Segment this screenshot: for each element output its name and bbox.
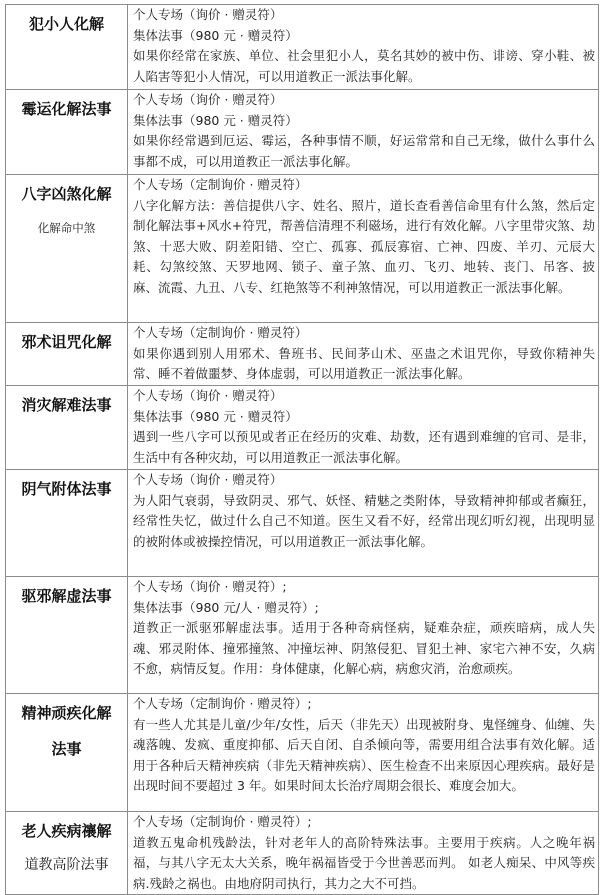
service-description: 如果你遇到别人用邪术、鲁班书、民间茅山术、巫蛊之术诅咒你，导致你精神失常、睡不着做噩梦、身体虚弱，可以用道教正一派法事化解。 [133,345,595,382]
service-name-cell [6,577,128,694]
service-detail-cell [128,90,599,175]
pricing-line: 集体法事（980 元 · 赠灵符） [133,112,298,128]
service-description: 道教正一派驱邪解虚法事。适用于各种奇病怪病，疑难杂症，顽疾暗病，成人失魂、邪灵附体、撞邪撞煞、冲撞坛神、阴煞侵犯、冒犯土神、家宅六神不安，久病不愈，病情反复。作用：身体健康，化解心病，病愈灾消，治愈顽疾。 [133,620,595,677]
table-row [6,323,599,386]
service-name-cell [6,90,128,175]
service-detail-cell [128,812,599,895]
service-detail-cell [128,386,599,470]
table-row [6,694,599,812]
service-title: 老人疾病禳解 [21,822,112,840]
service-name-cell [6,694,128,812]
service-description: 道教五鬼命机残龄法，针对老年人的高阶特殊法事。主要用于疾病。人之晚年祸福，与其八字无太大关系，晚年祸福皆受于今世善恶而判。 如老人痴呆、中风等疾病.残龄之祸也。由地府阴司执行，其力之大不可挡。 [133,834,595,891]
service-detail-cell [128,694,599,812]
service-title: 消灾解难法事 [21,396,112,414]
service-title: 邪术诅咒化解 [21,333,112,351]
pricing-line: 个人专场（定制询价 · 赠灵符）; [133,696,312,711]
service-name-cell [6,323,128,386]
service-description: 有一些人尤其是儿童/少年/女性，后天（非先天）出现被附身、鬼怪缠身、仙缠、失魂落魄、发疯、重度抑郁、后天自闭、自杀倾向等，需要用组合法事有效化解。适用于各种后天精神疾病（非先天精神疾病）、医生检查不出来原因心理疾病。最好是出现时间不要超过 3 年。如果时间太长治疗周期会很长、难度会加大。 [133,716,595,794]
service-name-cell [6,470,128,577]
service-subtitle: 道教高阶法事 [24,857,109,873]
service-description: 如果你经常遇到厄运、霉运，各种事情不顺，好运常常和自己无缘，做什么事什么事都不成，可以用道教正一派法事化解。 [133,133,595,169]
service-table [5,4,599,895]
table-row [6,175,599,323]
pricing-line: 个人专场（定制询价 · 赠灵符） [133,325,308,340]
service-name-cell [6,5,128,90]
service-name-cell [6,386,128,470]
table-row [6,812,599,895]
service-title: 驱邪解虚法事 [21,587,112,605]
service-description: 如果你经常在家族、单位、社会里犯小人，莫名其妙的被中伤、诽谤、穿小鞋、被人陷害等犯小人情况，可以用道教正一派法事化解。 [133,48,595,84]
service-detail-cell [128,470,599,577]
service-title: 精神顽疾化解 [21,704,112,722]
table-row [6,90,599,175]
service-title: 八字凶煞化解 [21,185,112,203]
table-row [6,386,599,470]
service-name-cell [6,812,128,895]
table-row [6,577,599,694]
pricing-line: 个人专场（定制询价 · 赠灵符）; [133,814,312,829]
pricing-line: 个人专场（询价 · 赠灵符） [133,92,283,107]
pricing-line: 个人专场（询价 · 赠灵符）; [133,579,287,594]
table-row [6,470,599,577]
pricing-line: 集体法事（980 元 · 赠灵符） [133,27,298,43]
service-title: 阴气附体法事 [21,480,112,498]
pricing-line: 个人专场（询价 · 赠灵符） [133,7,283,22]
pricing-line: 集体法事（980 元/人 · 赠灵符）; [133,599,319,615]
service-detail-cell [128,5,599,90]
service-title: 犯小人化解 [28,15,104,33]
service-detail-cell [128,323,599,386]
service-title-continued: 法事 [51,740,82,758]
service-detail-cell [128,175,599,323]
pricing-line: 个人专场（定制询价 · 赠灵符） [133,177,308,192]
service-detail-cell [128,577,599,694]
service-description: 遇到一些八字可以预见或者正在经历的灾难、劫数，还有遇到难缠的官司、是非，生活中有各种灾劫，可以用道教正一派法事化解。 [133,429,595,465]
pricing-line: 个人专场（询价 · 赠灵符） [133,472,283,487]
service-subtitle: 化解命中煞 [37,221,96,235]
service-name-cell [6,175,128,323]
service-description: 为人阳气衰弱，导致阴灵、邪气、妖怪、精魅之类附体，导致精神抑郁或者癫狂，经常性失忆，做过什么自己不知道。医生又看不好，经常出现幻听幻视，出现明显的被附体或被操控情况，可以用道教正一派法事化解。 [133,492,595,549]
pricing-line: 个人专场（询价 · 赠灵符） [133,388,283,403]
pricing-line: 集体法事（980 元 · 赠灵符） [133,408,298,424]
service-title: 霉运化解法事 [21,100,112,118]
table-row [6,5,599,90]
service-description: 八字化解方法：善信提供八字、姓名、照片，道长查看善信命里有什么煞，然后定制化解法事+风水+符咒，帮善信清理不利磁场，进行有效化解。八字里带灾煞、劫煞、十恶大败、阴差阳错、空亡、孤寡、孤辰寡宿、亡神、四废、羊刃、元辰大耗、勾煞绞煞、天罗地网、锁子、童子煞、血刃、飞刃、地转、丧门、吊客、披麻、流霞、九丑、八专、红艳煞等不利神煞情况，可以用道教正一派法事化解。 [133,197,595,295]
